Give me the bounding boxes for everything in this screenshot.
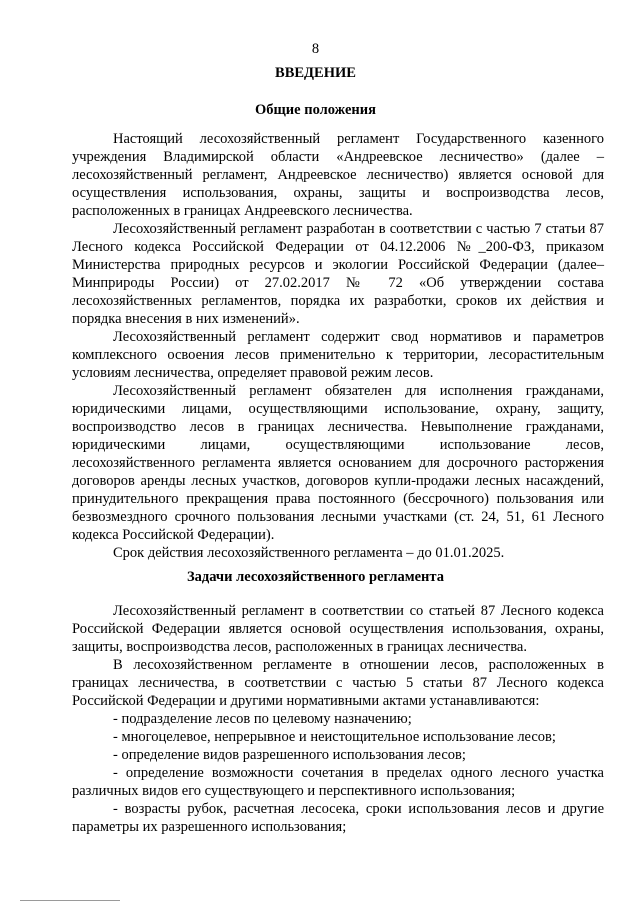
list-item: - подразделение лесов по целевому назначению;: [113, 711, 412, 727]
list-item: - возрасты рубок, расчетная лесосека, сроки использования лесов и другие параметры их разрешенного использования;: [72, 801, 604, 835]
section-heading-tasks: Задачи лесохозяйственного регламента: [187, 569, 444, 585]
document-title: ВВЕДЕНИЕ: [275, 65, 356, 81]
paragraph: В лесохозяйственном регламенте в отношении лесов, расположенных в границах лесничества, в соответствии с частью 5 статьи 87 Лесного кодекса Российской Федерации и другими нормативными актами устанавливаются:: [72, 657, 604, 709]
footnote-divider: [20, 900, 120, 901]
paragraph: Лесохозяйственный регламент обязателен для исполнения гражданами, юридическими лицами, осуществляющими использование, охрану, защиту, воспроизводство лесов в границах лесничества. Невыполнение гражданами, юридическими лицами, осуществляющими использование лесов, лесохозяйственного регламента является основанием для досрочного расторжения договоров аренды лесных участков, договоров купли-продажи лесных насаждений, принудительного прекращения права постоянного (бессрочного) пользования или безвозмездного срочного пользования лесными участками (ст. 24, 51, 61 Лесного кодекса Российской Федерации).: [72, 383, 604, 543]
list-item: - многоцелевое, непрерывное и неистощительное использование лесов;: [113, 729, 556, 745]
section-general-body: [72, 130, 604, 562]
paragraph: Лесохозяйственный регламент в соответствии со статьей 87 Лесного кодекса Российской Федерации является основой осуществления использования, охраны, защиты, воспроизводства лесов, расположенных в границах лесничества.: [72, 603, 604, 655]
page-number: 8: [311, 41, 320, 57]
section-heading-general: Общие положения: [255, 102, 376, 118]
paragraph: Лесохозяйственный регламент содержит свод нормативов и параметров комплексного освоения лесов применительно к территории, лесорастительным условиям лесничества, определяет правовой режим лесов.: [72, 329, 604, 381]
list-item: - определение возможности сочетания в пределах одного лесного участка различных видов его существующего и перспективного использования;: [72, 765, 604, 799]
list-item: - определение видов разрешенного использования лесов;: [113, 747, 466, 763]
paragraph: Настоящий лесохозяйственный регламент Государственного казенного учреждения Владимирской области «Андреевское лесничество» (далее – лесохозяйственный регламент, Андреевское лесничество) является основой для осуществления использования, охраны, защиты и воспроизводства лесов, расположенных в границах Андреевского лесничества.: [72, 131, 604, 219]
paragraph: Лесохозяйственный регламент разработан в соответствии с частью 7 статьи 87 Лесного кодекса Российской Федерации от 04.12.2006 №_200-ФЗ, приказом Министерства природных ресурсов и экологии Российской Федерации (далее–Минприроды России) от 27.02.2017 № 72 «Об утверждении состава лесохозяйственных регламентов, порядка их разработки, сроков их действия и порядка внесения в них изменений».: [72, 221, 604, 327]
paragraph: Срок действия лесохозяйственного регламента – до 01.01.2025.: [113, 545, 505, 561]
section-tasks-body: [72, 602, 604, 836]
